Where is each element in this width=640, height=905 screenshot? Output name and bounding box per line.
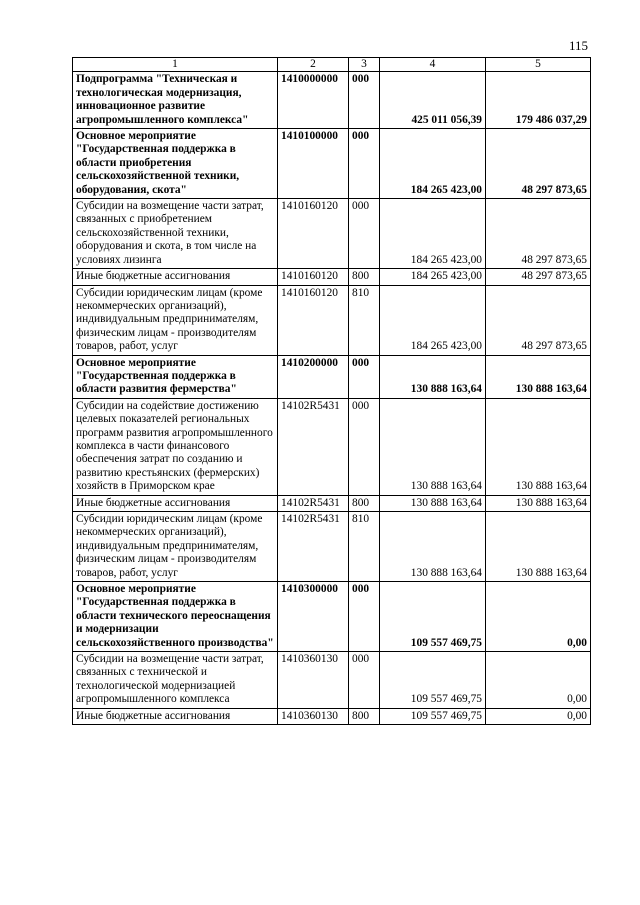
code-cell: 1410360130 — [278, 652, 349, 709]
amount-col5-cell: 48 297 873,65 — [486, 285, 591, 355]
table-row — [73, 72, 591, 129]
amount-col5-cell: 0,00 — [486, 582, 591, 652]
table-row — [73, 285, 591, 355]
expense-type-cell: 800 — [349, 495, 380, 511]
table-row — [73, 355, 591, 398]
table-row — [73, 495, 591, 511]
name-cell: Иные бюджетные ассигнования — [73, 495, 278, 511]
name-cell: Субсидии на содействие достижению целевых показателей региональных программ развития агропромышленного комплекса в части финансового обеспечения затрат по созданию и развитию крестьянских (фермерских) хозяйств в Приморском крае — [73, 398, 278, 495]
code-cell: 14102R5431 — [278, 398, 349, 495]
name-cell: Субсидии юридическим лицам (кроме некоммерческих организаций), индивидуальным предпринимателям, физическим лицам - производителям товаров, работ, услуг — [73, 512, 278, 582]
amount-col4-cell: 130 888 163,64 — [380, 495, 486, 511]
name-cell: Основное мероприятие "Государственная поддержка в области технического переоснащения и модернизации сельскохозяйственного производства" — [73, 582, 278, 652]
table-row — [73, 199, 591, 269]
amount-col4-cell: 184 265 423,00 — [380, 285, 486, 355]
expense-type-cell: 000 — [349, 199, 380, 269]
amount-col4-cell: 130 888 163,64 — [380, 398, 486, 495]
amount-col5-cell: 130 888 163,64 — [486, 512, 591, 582]
amount-col5-cell: 130 888 163,64 — [486, 398, 591, 495]
amount-col5-cell: 48 297 873,65 — [486, 199, 591, 269]
amount-col4-cell: 425 011 056,39 — [380, 72, 486, 129]
expense-type-cell: 000 — [349, 355, 380, 398]
budget-table — [72, 57, 591, 725]
code-cell: 1410360130 — [278, 708, 349, 724]
code-cell: 1410100000 — [278, 129, 349, 199]
amount-col4-cell: 184 265 423,00 — [380, 199, 486, 269]
table-row — [73, 129, 591, 199]
amount-col5-cell: 179 486 037,29 — [486, 72, 591, 129]
table-row — [73, 398, 591, 495]
code-cell: 1410300000 — [278, 582, 349, 652]
code-cell: 1410000000 — [278, 72, 349, 129]
amount-col4-cell: 109 557 469,75 — [380, 708, 486, 724]
amount-col5-cell: 0,00 — [486, 652, 591, 709]
amount-col4-cell: 109 557 469,75 — [380, 652, 486, 709]
table-row — [73, 652, 591, 709]
amount-col5-cell: 0,00 — [486, 708, 591, 724]
code-cell: 1410160120 — [278, 269, 349, 285]
amount-col4-cell: 184 265 423,00 — [380, 129, 486, 199]
amount-col4-cell: 109 557 469,75 — [380, 582, 486, 652]
code-cell: 1410160120 — [278, 285, 349, 355]
expense-type-cell: 000 — [349, 582, 380, 652]
header-col-3: 3 — [349, 58, 380, 72]
name-cell: Субсидии на возмещение части затрат, связанных с технической и технологической модернизацией агропромышленного комплекса — [73, 652, 278, 709]
expense-type-cell: 000 — [349, 398, 380, 495]
amount-col5-cell: 48 297 873,65 — [486, 129, 591, 199]
name-cell: Субсидии на возмещение части затрат, связанных с приобретением сельскохозяйственной техники, оборудования и скота, в том числе на условиях лизинга — [73, 199, 278, 269]
name-cell: Иные бюджетные ассигнования — [73, 708, 278, 724]
code-cell: 14102R5431 — [278, 495, 349, 511]
name-cell: Субсидии юридическим лицам (кроме некоммерческих организаций), индивидуальным предпринимателям, физическим лицам - производителям товаров, работ, услуг — [73, 285, 278, 355]
header-col-2: 2 — [278, 58, 349, 72]
table-header-row — [73, 58, 591, 72]
expense-type-cell: 000 — [349, 652, 380, 709]
amount-col4-cell: 130 888 163,64 — [380, 355, 486, 398]
code-cell: 1410160120 — [278, 199, 349, 269]
expense-type-cell: 000 — [349, 72, 380, 129]
name-cell: Подпрограмма "Техническая и технологическая модернизация, инновационное развитие агропромышленного комплекса" — [73, 72, 278, 129]
header-col-5: 5 — [486, 58, 591, 72]
expense-type-cell: 800 — [349, 269, 380, 285]
name-cell: Основное мероприятие "Государственная поддержка в области развития фермерства" — [73, 355, 278, 398]
table-body — [73, 58, 591, 725]
table-row — [73, 269, 591, 285]
table-row — [73, 582, 591, 652]
code-cell: 1410200000 — [278, 355, 349, 398]
table-row — [73, 512, 591, 582]
name-cell: Основное мероприятие "Государственная поддержка в области приобретения сельскохозяйственной техники, оборудования, скота" — [73, 129, 278, 199]
amount-col4-cell: 184 265 423,00 — [380, 269, 486, 285]
expense-type-cell: 000 — [349, 129, 380, 199]
code-cell: 14102R5431 — [278, 512, 349, 582]
expense-type-cell: 810 — [349, 285, 380, 355]
amount-col5-cell: 130 888 163,64 — [486, 355, 591, 398]
expense-type-cell: 800 — [349, 708, 380, 724]
amount-col5-cell: 48 297 873,65 — [486, 269, 591, 285]
amount-col5-cell: 130 888 163,64 — [486, 495, 591, 511]
header-col-4: 4 — [380, 58, 486, 72]
name-cell: Иные бюджетные ассигнования — [73, 269, 278, 285]
header-col-1: 1 — [73, 58, 278, 72]
expense-type-cell: 810 — [349, 512, 380, 582]
amount-col4-cell: 130 888 163,64 — [380, 512, 486, 582]
table-row — [73, 708, 591, 724]
page-number: 115 — [568, 38, 588, 53]
